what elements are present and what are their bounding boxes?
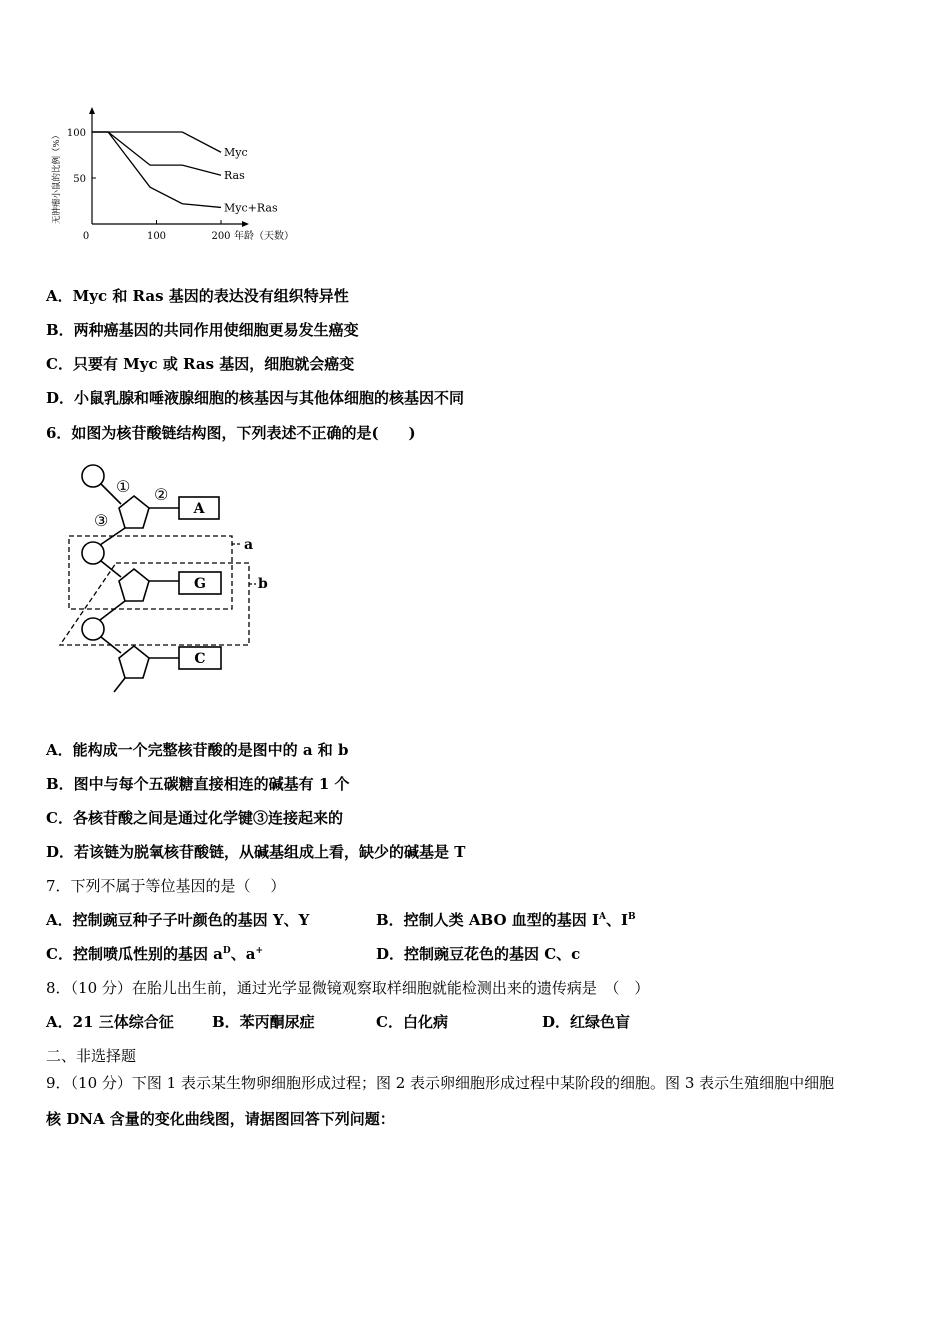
phosphate-1 [82,465,104,487]
q5-option-a: A．Myc 和 Ras 基因的表达没有组织特异性 [46,287,349,305]
phosphate-2 [82,542,104,564]
q8-stem: 8．（10 分）在胎儿出生前，通过光学显微镜观察取样细胞就能检测出来的遗传病是 （ ） [46,979,650,997]
q8-option-b: B．苯丙酮尿症 [212,1013,315,1031]
series-label: Ras [224,169,245,183]
q7-option-d: D．控制豌豆花色的基因 C、c [376,945,581,963]
y-tick-label: 100 [66,128,86,139]
base-label-1: A [193,501,205,517]
q9-line-1: 9．（10 分）下图 1 表示某生物卵细胞形成过程；图 2 表示卵细胞形成过程中某阶段的细胞。图 3 表示生殖细胞中细胞 [46,1074,835,1092]
chart-texts [51,128,294,242]
q7-option-b: B．控制人类 ABO 血型的基因 $I^A$、$I^B$ [376,911,636,929]
q7-stem: 7．下列不属于等位基因的是（ ） [46,877,286,895]
nucleotide-chain-diagram [46,452,286,712]
q6-option-a: A．能构成一个完整核苷酸的是图中的 a 和 b [46,741,349,759]
x-axis-label: 年龄（天数） [234,231,294,242]
q8-option-d: D．红绿色盲 [542,1013,631,1031]
x-tick-label: 200 [211,231,231,242]
q9-line-2: 核 DNA 含量的变化曲线图，请据图回答下列问题： [46,1110,395,1128]
q6-option-b: B．图中与每个五碳糖直接相连的碱基有 1 个 [46,775,350,793]
x-tick-label: 0 [82,231,90,242]
q7-option-c: C．控制喷瓜性别的基因 $a^D$、a+ [46,945,263,963]
q8-option-c: C．白化病 [376,1013,448,1031]
bond-label-2: ② [154,485,169,504]
q5-option-b: B．两种癌基因的共同作用使细胞更易发生癌变 [46,321,359,339]
box-label-b: b [258,576,268,592]
q6-stem: 6．如图为核苷酸链结构图，下列表述不正确的是( ) [46,424,416,442]
pentose-2 [119,569,149,601]
x-tick-label: 100 [146,231,167,242]
q6-option-d: D．若该链为脱氧核苷酸链，从碱基组成上看，缺少的碱基是 T [46,843,466,861]
q8-option-a: A．21 三体综合征 [46,1013,174,1031]
x-axis-arrow [242,221,249,227]
q5-option-c: C．只要有 Myc 或 Ras 基因，细胞就会癌变 [46,355,355,373]
q6-option-c: C．各核苷酸之间是通过化学键③连接起来的 [46,809,343,827]
series-label: Myc+Ras [224,201,278,215]
bond-label-1: ① [116,477,131,496]
pentose-1 [119,496,149,528]
y-tick-label: 50 [73,174,86,185]
phosphate-3 [82,618,104,640]
series-line-ras [92,132,221,175]
chart-lines [92,132,221,207]
q7-option-a: A．控制豌豆种子子叶颜色的基因 Y、Y [46,911,310,929]
base-label-2: G [194,576,206,592]
base-label-3: C [194,651,206,667]
series-label: Myc [224,146,248,160]
box-label-a: a [244,537,254,553]
bond-label-3: ③ [94,511,109,530]
pentose-3 [119,646,149,678]
tumor-free-mice-chart [46,104,316,249]
y-axis-label: 无肿瘤小鼠的比例（%） [52,130,62,224]
section-title: 二、非选择题 [46,1047,137,1065]
q5-option-d: D．小鼠乳腺和唾液腺细胞的核基因与其他体细胞的核基因不同 [46,389,465,407]
y-axis-arrow [89,107,95,114]
